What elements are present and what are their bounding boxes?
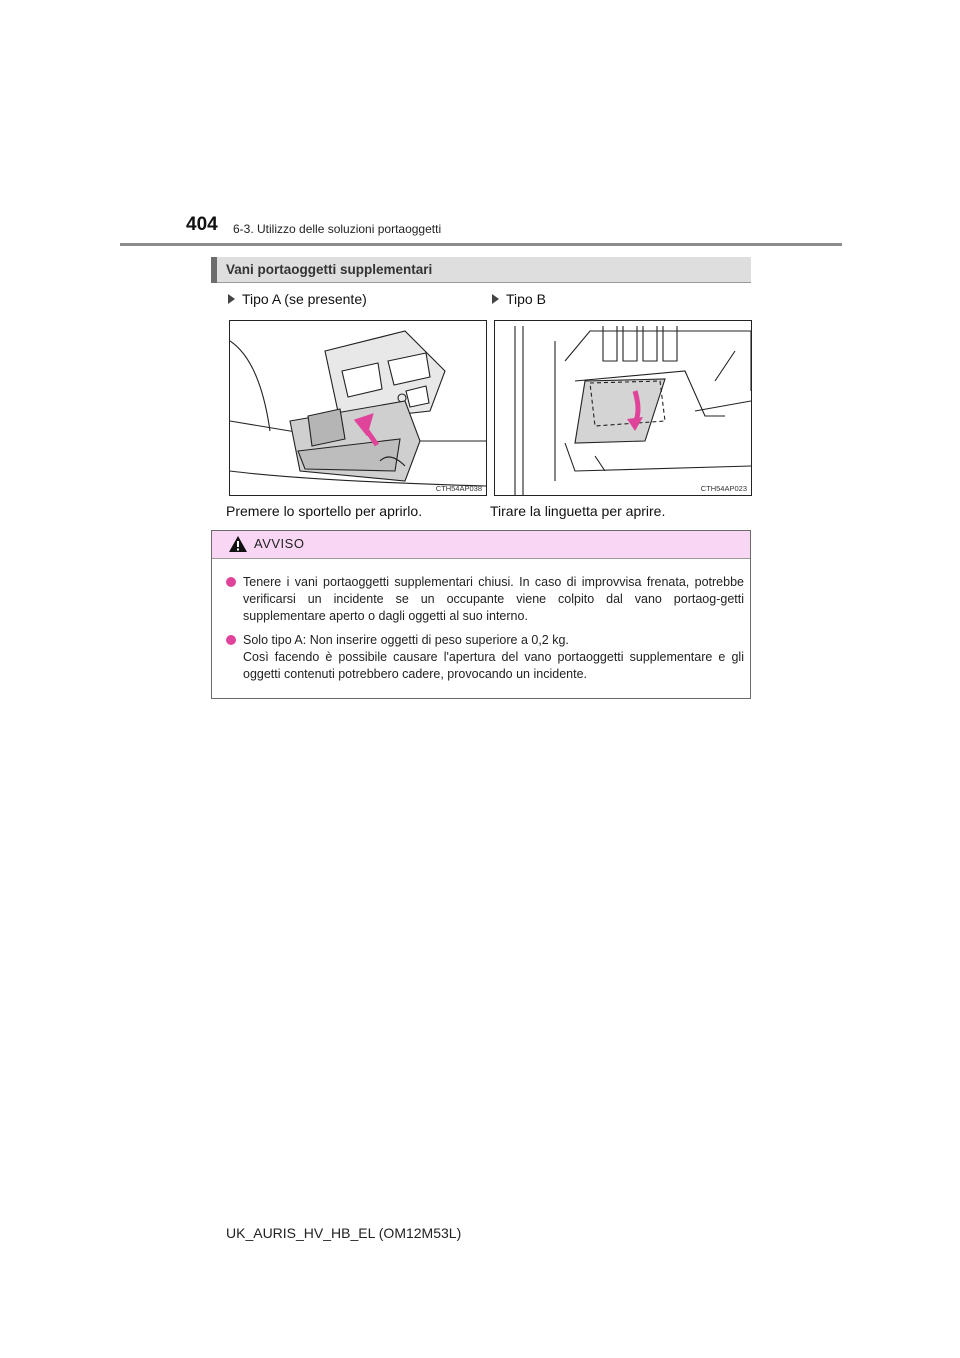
warning-title: AVVISO [254, 536, 305, 551]
page-number: 404 [186, 214, 218, 235]
type-b-label [492, 291, 546, 307]
warning-bullet-text: Tenere i vani portaoggetti supplementari chiusi. In caso di improvvisa frenata, potrebbe verificarsi un incidente se un occupante viene colpito dal vano portaog-getti supplementare aperto o dagli oggetti al suo interno. [243, 575, 744, 623]
figure-type-b [494, 320, 752, 496]
warning-triangle-icon [228, 535, 248, 553]
figure-b-caption: Tirare la linguetta per aprire. [490, 503, 666, 519]
figure-a-caption: Premere lo sportello per aprirlo. [226, 503, 423, 519]
warning-bullet-line1: Solo tipo A: Non inserire oggetti di peso superiore a 0,2 kg. [243, 633, 569, 647]
warning-bullet [226, 574, 744, 625]
section-title: 6-3. Utilizzo delle soluzioni portaoggetti [233, 222, 442, 236]
overhead-console-illustration [230, 321, 486, 495]
lower-dash-storage-illustration [495, 321, 751, 495]
warning-bullet [226, 632, 744, 683]
figure-type-a [229, 320, 487, 496]
figure-b-code: CTH54AP023 [700, 484, 747, 493]
figure-a-code: CTH54AP038 [435, 484, 482, 493]
header-rule [120, 243, 842, 246]
triangle-bullet-icon [228, 294, 235, 304]
warning-bullet-line2: Così facendo è possibile causare l'apertura del vano portaoggetti supplementare e gli oggetti contenuti potrebbero cadere, provocando un incidente. [243, 650, 744, 681]
section-heading: Vani portaoggetti supplementari [226, 262, 433, 277]
bullet-dot-icon [226, 577, 236, 587]
triangle-bullet-icon [492, 294, 499, 304]
section-heading-accent [211, 257, 217, 283]
footer-code: UK_AURIS_HV_HB_EL (OM12M53L) [226, 1225, 462, 1241]
bullet-dot-icon [226, 635, 236, 645]
type-a-label-text: Tipo A (se presente) [242, 291, 367, 307]
type-b-label-text: Tipo B [506, 291, 546, 307]
type-a-label [228, 291, 367, 307]
